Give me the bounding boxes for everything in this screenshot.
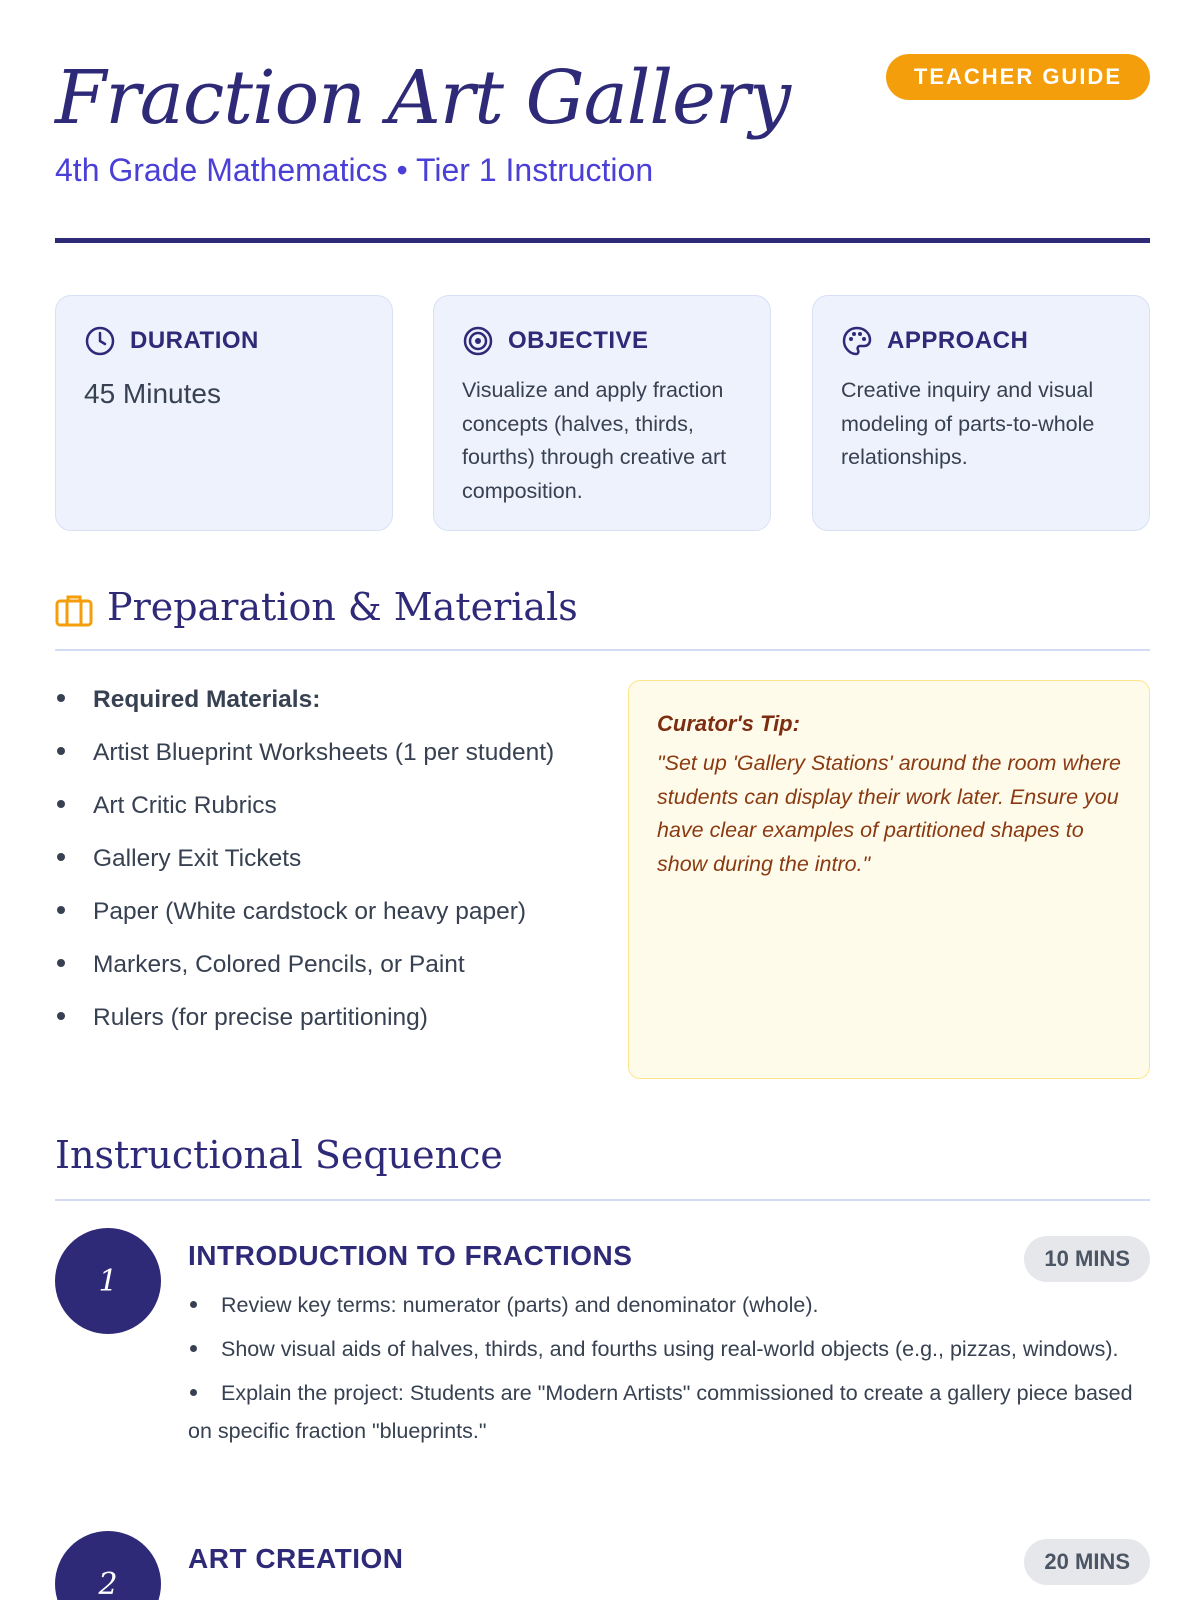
briefcase-icon xyxy=(55,593,93,632)
page-header xyxy=(55,0,1150,243)
step-list xyxy=(188,1286,1150,1450)
objective-card xyxy=(433,295,771,531)
preparation-heading xyxy=(55,585,1150,651)
list-item: Artist Blueprint Worksheets (1 per student) xyxy=(55,733,615,773)
tip-text: "Set up 'Gallery Stations' around the room where students can display their work later. Ensure you have clear examples of partitioned shapes to show during the intro." xyxy=(657,751,1122,876)
approach-text: Creative inquiry and visual modeling of parts-to-whole relationships. xyxy=(841,378,1095,469)
step-duration-badge: 20 MINS xyxy=(1024,1539,1150,1585)
tip-title: Curator's Tip: xyxy=(657,711,800,736)
duration-value: 45 Minutes xyxy=(84,378,221,409)
page-subtitle: 4th Grade Mathematics • Tier 1 Instruction xyxy=(55,152,654,188)
step-title: ART CREATION xyxy=(188,1543,404,1574)
duration-card xyxy=(55,295,393,531)
page-title: Fraction Art Gallery xyxy=(55,55,791,141)
section-title: Instructional Sequence xyxy=(55,1133,503,1177)
palette-icon xyxy=(841,325,873,357)
section-title: Preparation & Materials xyxy=(107,585,578,629)
sequence-heading xyxy=(55,1133,1150,1201)
info-cards xyxy=(55,295,1150,531)
curators-tip-box xyxy=(628,680,1150,1079)
materials-list xyxy=(55,680,615,1051)
card-title: OBJECTIVE xyxy=(508,327,649,354)
list-item: Art Critic Rubrics xyxy=(55,786,615,826)
list-item: Gallery Exit Tickets xyxy=(55,839,615,879)
list-item: Review key terms: numerator (parts) and denominator (whole). xyxy=(188,1286,1150,1324)
teacher-guide-badge: TEACHER GUIDE xyxy=(886,54,1150,100)
step-number: 1 xyxy=(55,1228,161,1334)
step-number: 2 xyxy=(55,1531,161,1600)
list-item: Show visual aids of halves, thirds, and fourths using real-world objects (e.g., pizzas, windows). xyxy=(188,1330,1150,1368)
card-title: APPROACH xyxy=(887,327,1029,354)
list-item: Required Materials: xyxy=(55,680,615,720)
step-title: INTRODUCTION TO FRACTIONS xyxy=(188,1240,633,1271)
list-item: Rulers (for precise partitioning) xyxy=(55,998,615,1038)
lesson-page xyxy=(55,0,1150,1600)
target-icon xyxy=(462,325,494,357)
card-title: DURATION xyxy=(130,327,259,354)
list-item: Paper (White cardstock or heavy paper) xyxy=(55,892,615,932)
step-duration-badge: 10 MINS xyxy=(1024,1236,1150,1282)
list-item: Markers, Colored Pencils, or Paint xyxy=(55,945,615,985)
list-item: Explain the project: Students are "Modern Artists" commissioned to create a gallery piece based on specific fraction "blueprints." xyxy=(188,1381,1133,1443)
objective-text: Visualize and apply fraction concepts (halves, thirds, fourths) through creative art composition. xyxy=(462,378,727,503)
clock-icon xyxy=(84,325,116,357)
approach-card xyxy=(812,295,1150,531)
